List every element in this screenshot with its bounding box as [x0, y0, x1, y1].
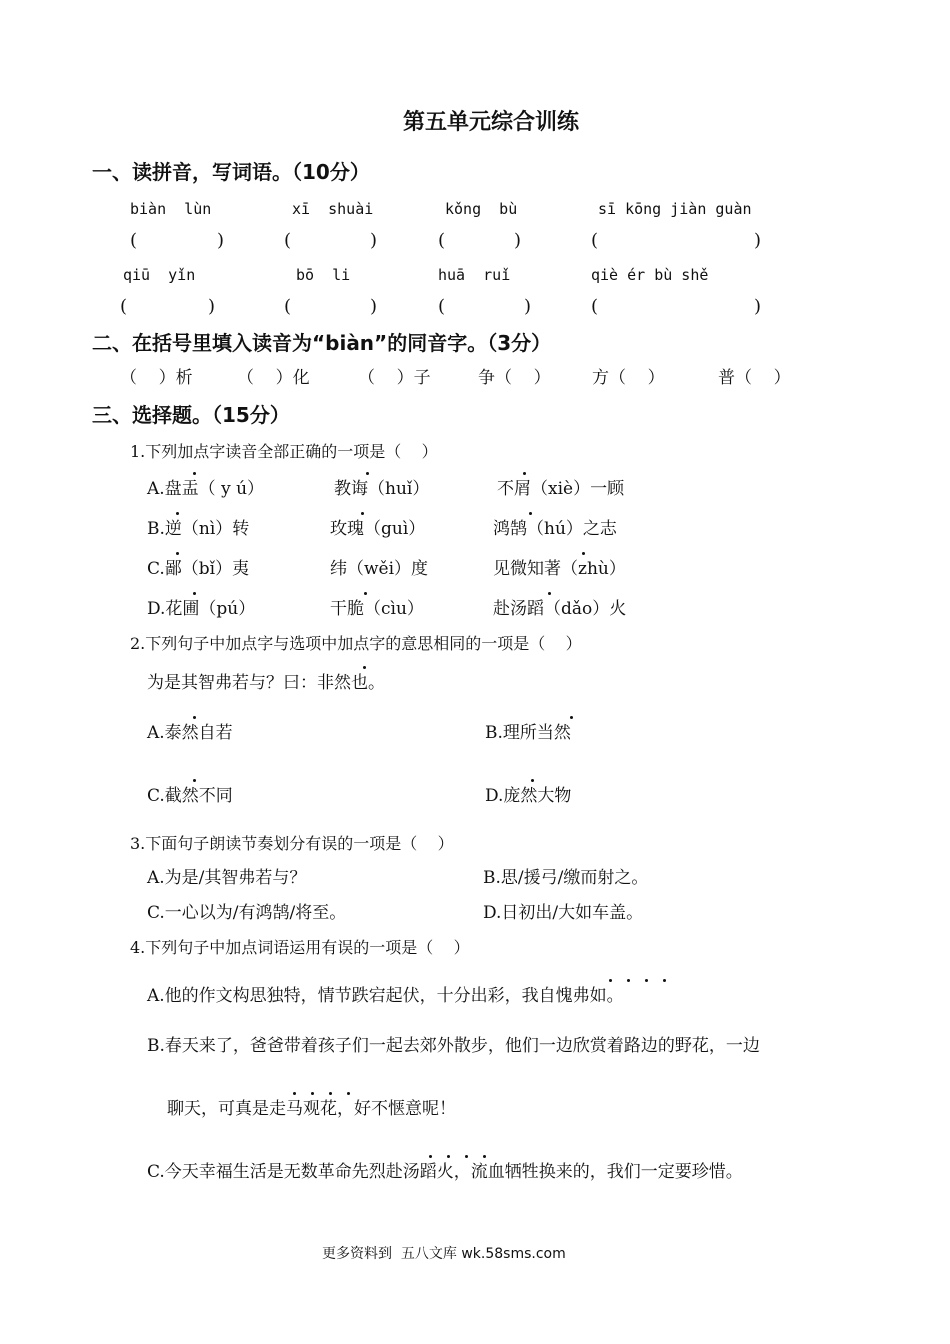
homophone-item-2[interactable]: （ ）化	[237, 368, 310, 388]
answer-blank-2-open[interactable]: (	[284, 230, 292, 251]
emphasis-dot	[523, 472, 526, 475]
emphasis-dot	[570, 716, 573, 719]
answer-blank-1-open[interactable]: (	[130, 230, 138, 251]
answer-blank-5-close: )	[208, 296, 216, 317]
homophone-item-4[interactable]: 争（ ）	[478, 368, 551, 388]
q2-option-d[interactable]: D.庞然大物	[485, 786, 572, 806]
answer-blank-1-close: )	[217, 230, 225, 251]
section-1-heading: 一、读拼音，写词语。（10分）	[92, 160, 370, 184]
homophone-item-1[interactable]: （ ）析	[120, 368, 193, 388]
section-2-heading: 二、在括号里填入读音为“biàn”的同音字。（3分）	[92, 331, 552, 355]
emphasis-dot	[176, 512, 179, 515]
pinyin-8: qiè ér bù shě	[591, 266, 709, 284]
q3-option-b[interactable]: B.思/援弓/缴而射之。	[483, 868, 649, 888]
question-3-stem: 3.下面句子朗读节奏划分有误的一项是（ ）	[130, 834, 454, 853]
pinyin-2: xī shuài	[292, 200, 374, 218]
pinyin-6: bō li	[296, 266, 351, 284]
q2-option-b[interactable]: B.理所当然	[485, 723, 571, 743]
emphasis-dot	[465, 1155, 468, 1158]
q1-option-a-1[interactable]: A.盘盂（ y ú）	[147, 479, 265, 499]
emphasis-dot	[627, 979, 630, 982]
answer-blank-3-close: )	[514, 230, 522, 251]
q1-option-b-1[interactable]: B.逆（nì）转	[147, 519, 250, 539]
emphasis-dot	[363, 666, 366, 669]
emphasis-dot	[347, 1092, 350, 1095]
question-1-stem: 1.下列加点字读音全部正确的一项是（ ）	[130, 442, 438, 461]
q2-option-a[interactable]: A.泰然自若	[147, 723, 233, 743]
q1-option-d-2: 干脆（cìu）	[330, 599, 424, 619]
emphasis-dot	[447, 1155, 450, 1158]
q3-option-a[interactable]: A.为是/其智弗若与？	[147, 868, 307, 888]
emphasis-dot	[582, 552, 585, 555]
question-2-stem: 2.下列句子中加点字与选项中加点字的意思相同的一项是（ ）	[130, 634, 582, 653]
emphasis-dot	[663, 979, 666, 982]
emphasis-dot	[361, 512, 364, 515]
answer-blank-6-open[interactable]: (	[284, 296, 292, 317]
emphasis-dot	[531, 779, 534, 782]
pinyin-3: kǒng bù	[445, 200, 518, 218]
emphasis-dot	[645, 979, 648, 982]
pinyin-7: huā ruǐ	[438, 266, 511, 284]
emphasis-dot	[193, 716, 196, 719]
homophone-item-3[interactable]: （ ）子	[358, 368, 431, 388]
pinyin-5: qiū yǐn	[123, 266, 196, 284]
q3-option-c[interactable]: C.一心以为/有鸿鹄/将至。	[147, 903, 347, 923]
emphasis-dot	[329, 1092, 332, 1095]
q4-option-c[interactable]: C.今天幸福生活是无数革命先烈赴汤蹈火，流血牺牲换来的，我们一定要珍惜。	[147, 1162, 743, 1182]
q4-option-b[interactable]: B.春天来了，爸爸带着孩子们一起去郊外散步，他们一边欣赏着路边的野花，一边	[147, 1036, 760, 1056]
emphasis-dot	[609, 979, 612, 982]
emphasis-dot	[483, 1155, 486, 1158]
q1-option-c-3: 见微知著（zhù）	[493, 559, 626, 579]
emphasis-dot	[364, 592, 367, 595]
answer-blank-5-open[interactable]: (	[120, 296, 128, 317]
pinyin-1: biàn lùn	[130, 200, 212, 218]
answer-blank-2-close: )	[370, 230, 378, 251]
answer-blank-7-close: )	[524, 296, 532, 317]
q1-option-a-2: 教诲（huǐ）	[334, 479, 430, 499]
q1-option-c-1[interactable]: C.鄙（bǐ）夷	[147, 559, 250, 579]
q1-option-d-3: 赴汤蹈（dǎo）火	[493, 599, 627, 619]
homophone-item-6[interactable]: 普（ ）	[718, 368, 791, 388]
q3-option-d[interactable]: D.日初出/大如车盖。	[483, 903, 644, 923]
emphasis-dot	[429, 1155, 432, 1158]
footer-text: 更多资料到 五八文库 wk.58sms.com	[322, 1246, 566, 1262]
q4-option-a[interactable]: A.他的作文构思独特，情节跌宕起伏，十分出彩，我自愧弗如。	[147, 986, 624, 1006]
q2-option-c[interactable]: C.截然不同	[147, 786, 233, 806]
homophone-item-5[interactable]: 方（ ）	[592, 368, 665, 388]
emphasis-dot	[176, 552, 179, 555]
q4-option-b-continued: 聊天，可真是走马观花，好不惬意呢！	[167, 1099, 456, 1119]
pinyin-4: sī kōng jiàn guàn	[598, 200, 752, 218]
answer-blank-8-close: )	[754, 296, 762, 317]
emphasis-dot	[529, 512, 532, 515]
q1-option-b-3: 鸿鹄（hú）之志	[493, 519, 617, 539]
emphasis-dot	[193, 472, 196, 475]
emphasis-dot	[311, 1092, 314, 1095]
q1-option-a-3: 不屑（xiè）一顾	[497, 479, 625, 499]
answer-blank-6-close: )	[370, 296, 378, 317]
answer-blank-3-open[interactable]: (	[438, 230, 446, 251]
emphasis-dot	[366, 472, 369, 475]
question-4-stem: 4.下列句子中加点词语运用有误的一项是（ ）	[130, 938, 470, 957]
answer-blank-4-open[interactable]: (	[591, 230, 599, 251]
q1-option-d-1[interactable]: D.花圃（pú）	[147, 599, 256, 619]
answer-blank-4-close: )	[754, 230, 762, 251]
answer-blank-7-open[interactable]: (	[438, 296, 446, 317]
q1-option-c-2: 纬（wěi）度	[330, 559, 429, 579]
emphasis-dot	[193, 779, 196, 782]
question-2-sentence: 为是其智弗若与？曰：非然也。	[147, 673, 385, 693]
answer-blank-8-open[interactable]: (	[591, 296, 599, 317]
emphasis-dot	[193, 592, 196, 595]
emphasis-dot	[548, 592, 551, 595]
section-3-heading: 三、选择题。（15分）	[92, 403, 290, 427]
page-title: 第五单元综合训练	[403, 110, 580, 135]
q1-option-b-2: 玫瑰（guì）	[330, 519, 426, 539]
emphasis-dot	[293, 1092, 296, 1095]
